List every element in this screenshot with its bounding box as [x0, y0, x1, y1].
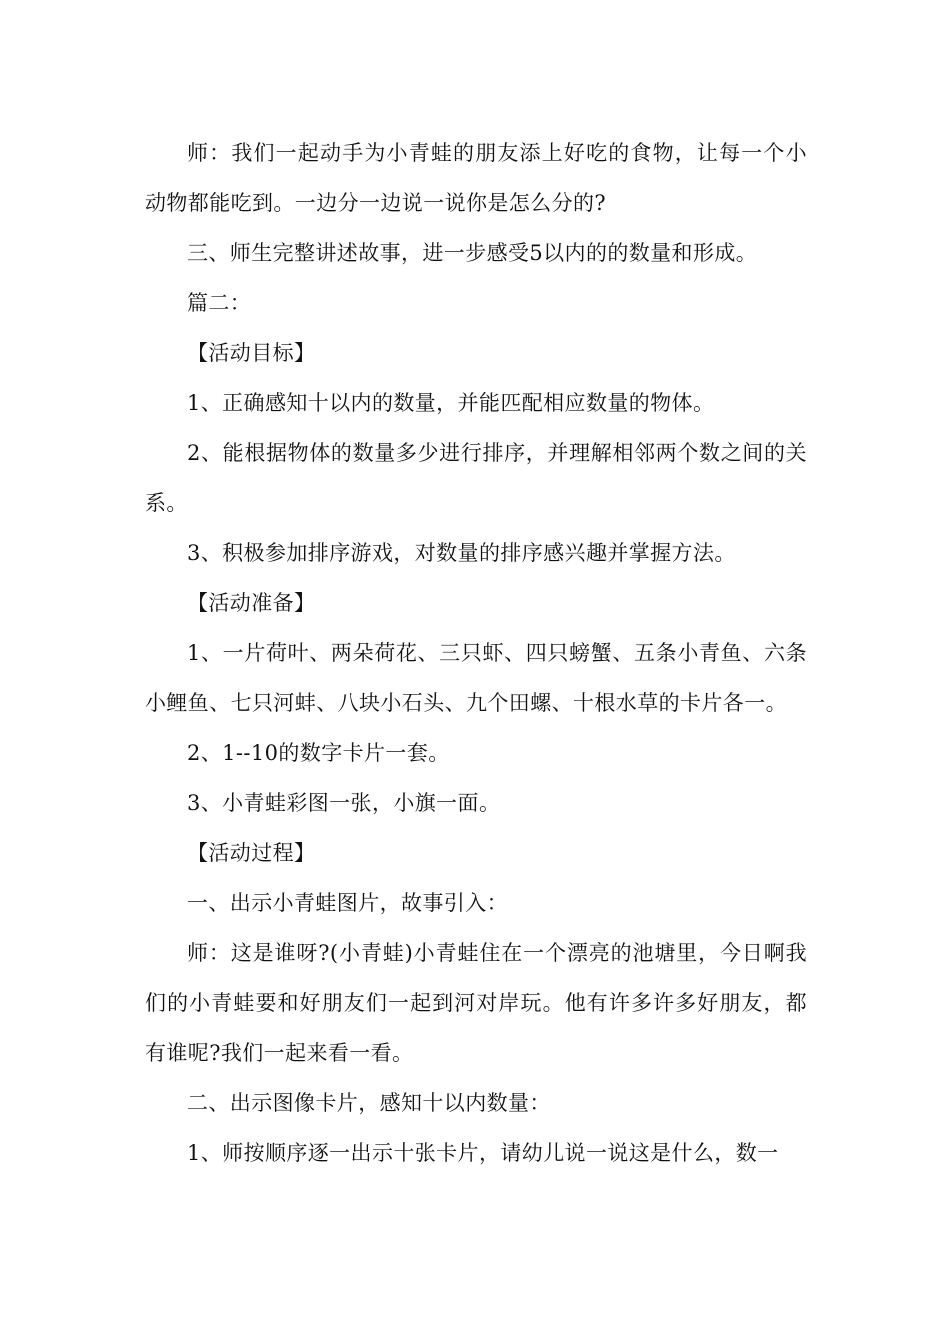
goal-item-3: 3、积极参加排序游戏，对数量的排序感兴趣并掌握方法。	[187, 541, 736, 565]
preparation-item-3: 3、小青蛙彩图一张，小旗一面。	[187, 791, 501, 815]
preparation-item-1: 1、一片荷叶、两朵荷花、三只虾、四只螃蟹、五条小青鱼、六条小鲤鱼、七只河蚌、八块小石头、九个田螺、十根水草的卡片各一。	[145, 641, 807, 715]
heading-activity-preparation: 【活动准备】	[187, 591, 316, 615]
goal-item-1: 1、正确感知十以内的数量，并能匹配相应数量的物体。	[187, 391, 715, 415]
paragraph-teacher-food: 师：我们一起动手为小青蛙的朋友添上好吃的食物，让每一个小动物都能吃到。一边分一边说一说你是怎么分的?	[145, 141, 807, 215]
goal-item-2: 2、能根据物体的数量多少进行排序，并理解相邻两个数之间的关系。	[145, 441, 807, 515]
process-step-two: 二、出示图像卡片，感知十以内数量：	[187, 1091, 551, 1115]
process-step-one: 一、出示小青蛙图片，故事引入：	[187, 891, 508, 915]
document-body	[145, 128, 807, 1178]
heading-activity-goals: 【活动目标】	[187, 341, 316, 365]
paragraph-step-three: 三、师生完整讲述故事，进一步感受5以内的的数量和形成。	[187, 241, 758, 265]
heading-activity-process: 【活动过程】	[187, 841, 316, 865]
process-step-two-item-1: 1、师按顺序逐一出示十张卡片，请幼儿说一说这是什么，数一	[187, 1141, 779, 1165]
preparation-item-2: 2、1--10的数字卡片一套。	[187, 741, 450, 765]
paragraph-teacher-intro: 师：这是谁呀?(小青蛙)小青蛙住在一个漂亮的池塘里，今日啊我们的小青蛙要和好朋友们一起到河对岸玩。他有许多许多好朋友，都有谁呢?我们一起来看一看。	[145, 941, 807, 1065]
section-heading-part-two: 篇二：	[187, 291, 252, 315]
